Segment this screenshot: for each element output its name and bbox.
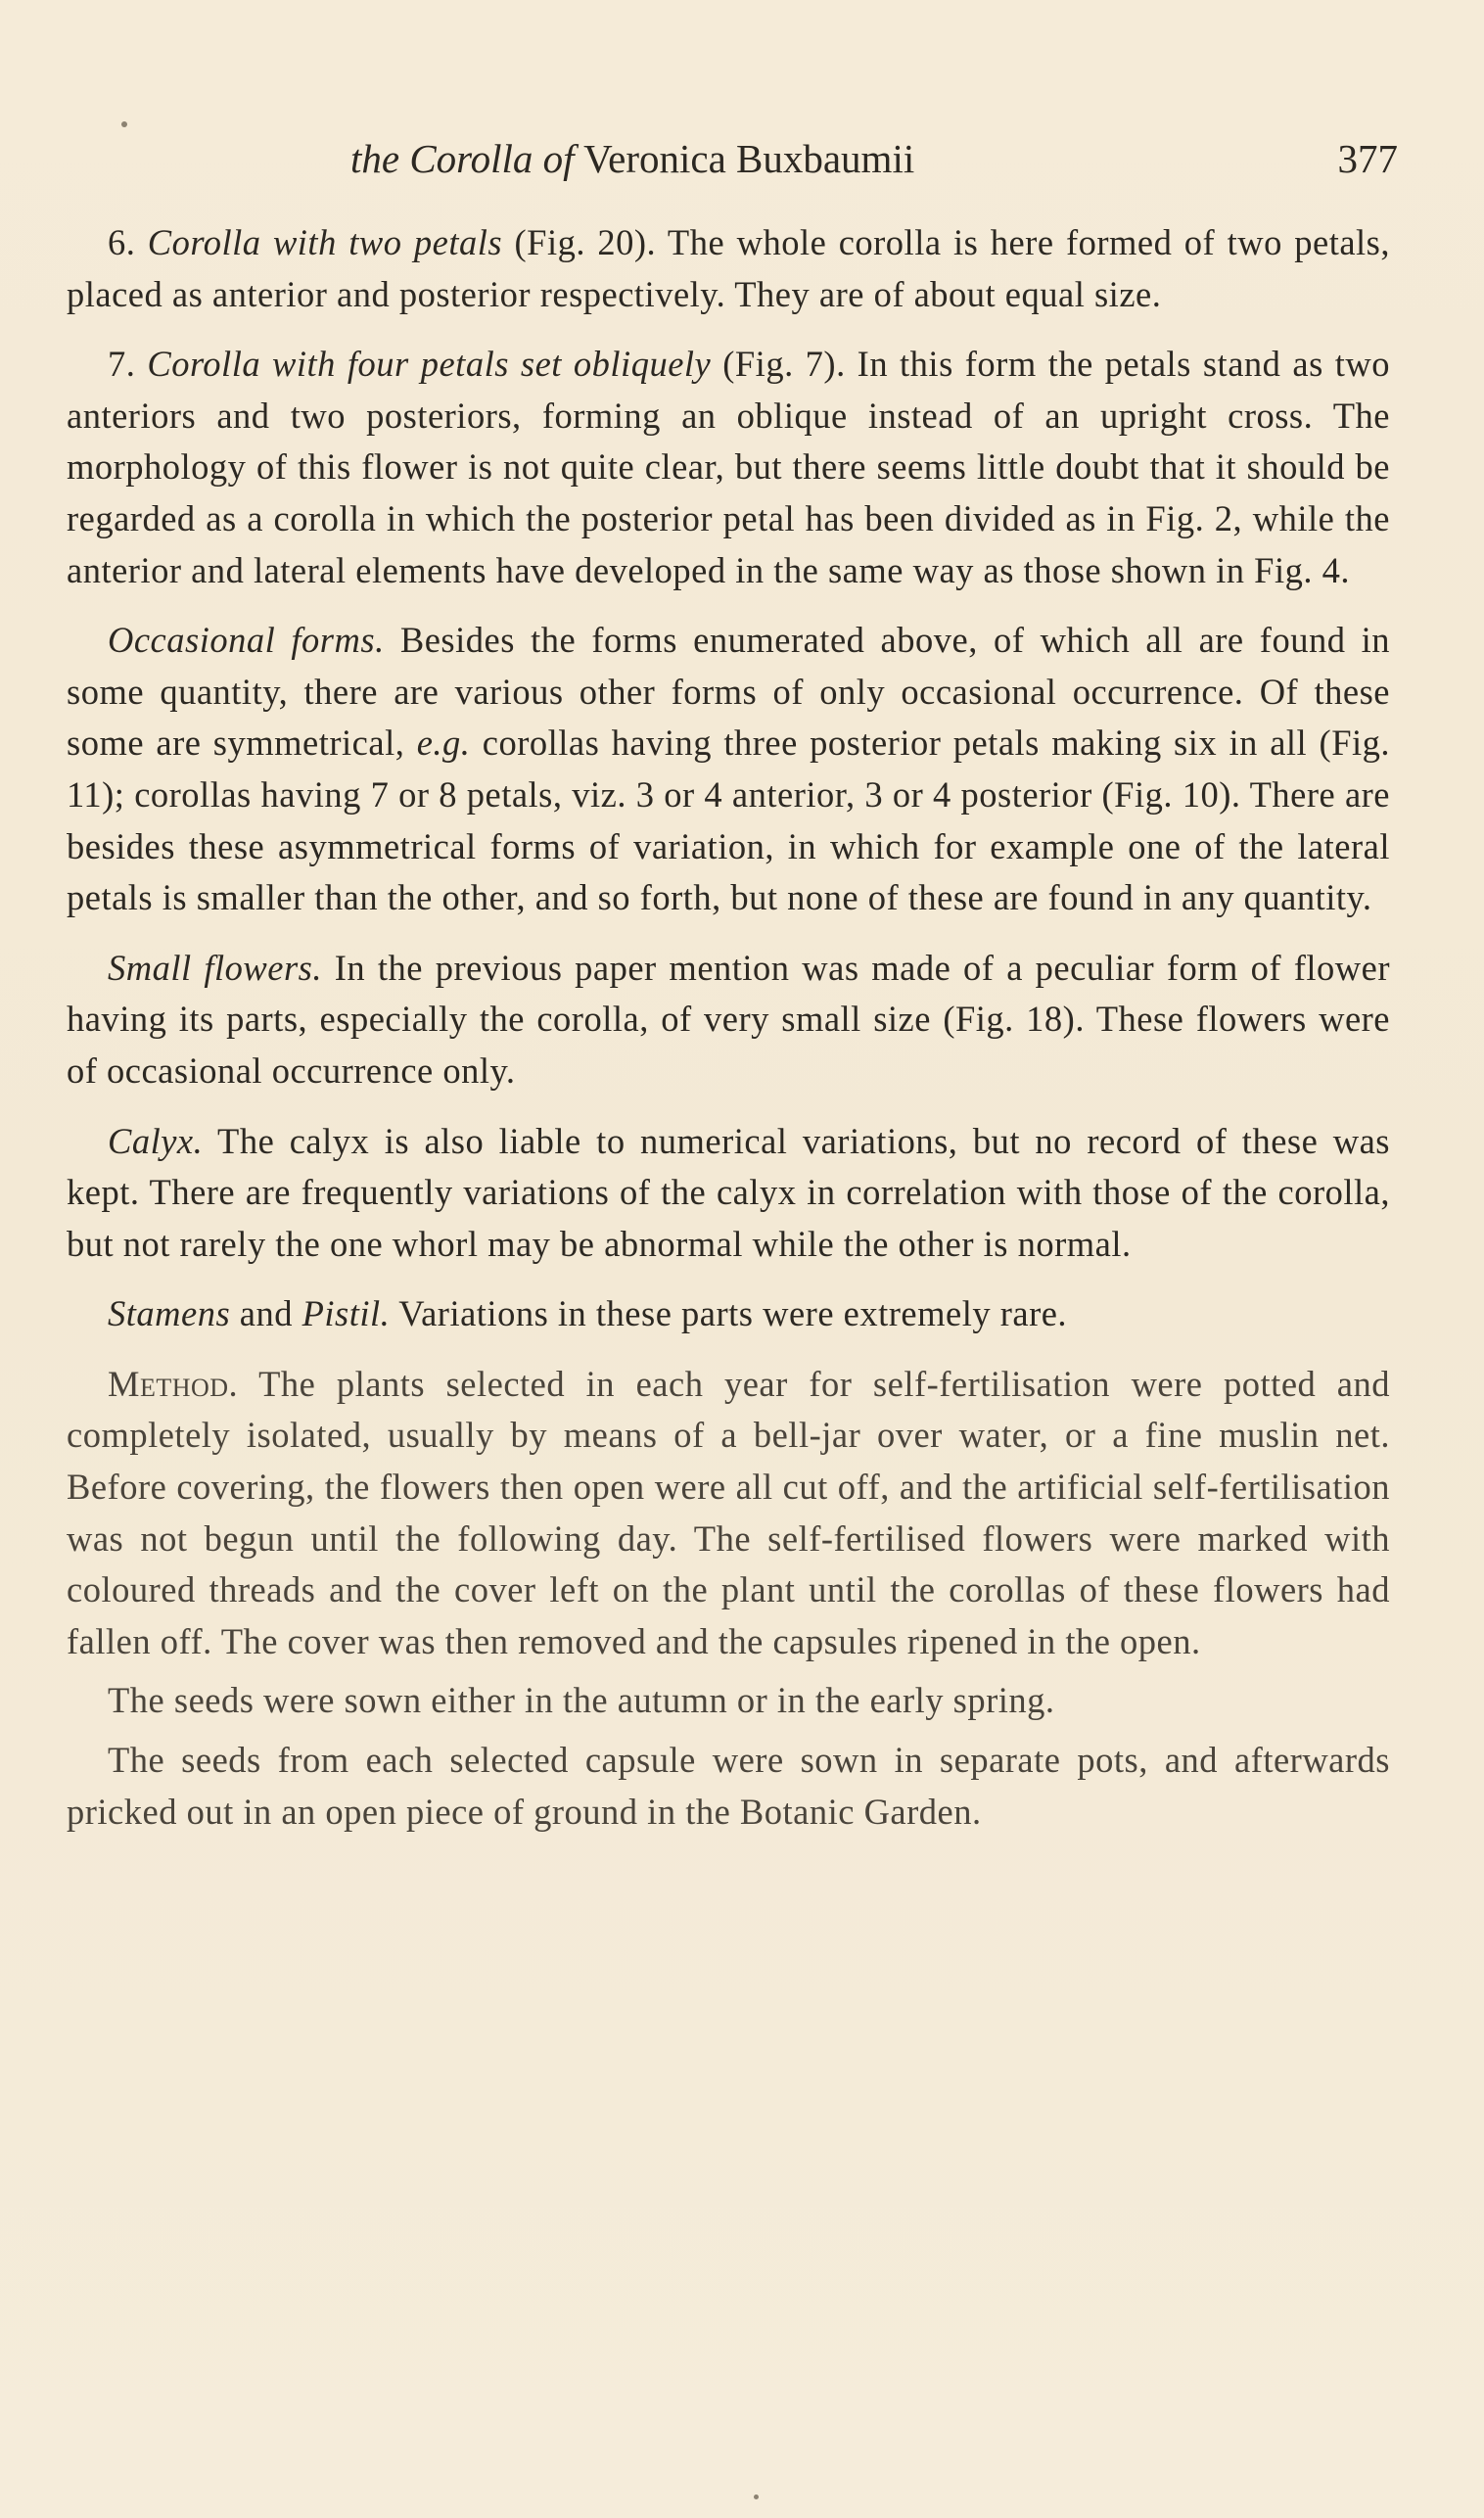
abbreviation-eg: e.g. bbox=[416, 723, 471, 764]
paragraph-text: The plants selected in each year for self-fertilisation were potted and completely isolated, usually by means of a bell-jar over water, or a fine muslin net. Before covering, the flowers then open were all cut off, and the artificial self-fertilisation was not begun until the following day. The self-fertilised flowers were marked with coloured threads and the cover left on the plant until the corollas of these flowers had fallen off. The cover was then removed and the capsules ripened in the open. bbox=[67, 1363, 1391, 1661]
paragraph-text: (Fig. 20). The whole corolla is here formed of two petals, placed as anterior and posterior respectively. They are of about equal size. bbox=[67, 222, 1391, 314]
paragraph-heading: Occasional forms. bbox=[108, 620, 385, 661]
paragraph-text: In the previous paper mention was made of a peculiar form of flower having its parts, especially the corolla, of very small size (Fig. 18). These flowers were of occasional occurrence only. bbox=[67, 947, 1390, 1091]
running-title-species: Veronica Buxbaumii bbox=[583, 136, 915, 181]
paragraph-heading-stamens: Stamens bbox=[108, 1293, 231, 1334]
paragraph-text: (Fig. 7). In this form the petals stand as two anteriors and two posteriors, forming an oblique instead of an upright cross. The morphology of this flower is not quite clear, but there seems little doubt that it should be regarded as a corolla in which the posterior petal has been divided as in Fig. 2, while the anterior and lateral elements have developed in the same way as those shown in Fig. 4. bbox=[67, 344, 1391, 590]
paragraph-heading-smallcaps: Method. bbox=[108, 1363, 239, 1404]
paragraph-calyx bbox=[67, 1116, 1390, 1271]
paragraph-method bbox=[67, 1359, 1390, 1668]
paragraph-text-continued: corollas having three posterior petals making six in all (Fig. 11); corollas having 7 or 8 petals, viz. 3 or 4 anterior, 3 or 4 posterior (Fig. 10). There are besides these asymmetrical forms of variation, in which for example one of the lateral petals is smaller than the other, and so forth, but none of these are found in any quantity. bbox=[67, 723, 1391, 918]
paragraph-text: The seeds from each selected capsule were sown in separate pots, and afterwards pricked out in an open piece of ground in the Botanic Garden. bbox=[67, 1740, 1390, 1832]
paragraph-small-flowers bbox=[67, 943, 1390, 1097]
paragraph-occasional-forms bbox=[67, 615, 1390, 924]
paragraph-seeds-pots bbox=[67, 1735, 1390, 1838]
paragraph-text: The calyx is also liable to numerical variations, but no record of these was kept. There are frequently variations of the calyx in correlation with those of the corolla, but not rarely the one whorl may be abnormal while the other is normal. bbox=[67, 1120, 1390, 1264]
paragraph-seeds-sown bbox=[67, 1675, 1390, 1727]
paragraph-heading: Small flowers. bbox=[108, 947, 322, 988]
paragraph-heading: Corolla with four petals set obliquely bbox=[147, 344, 712, 385]
paragraph-corolla-four-petals-oblique bbox=[67, 339, 1390, 596]
paragraph-conjunction: and bbox=[239, 1293, 293, 1334]
page-body bbox=[67, 217, 1390, 1845]
paper-speck-top bbox=[121, 121, 127, 127]
paragraph-number: 7. bbox=[108, 344, 136, 385]
paragraph-text: Besides the forms enumerated above, of which all are found in some quantity, there are various other forms of only occasional occurrence. Of these some are symmetrical, bbox=[67, 620, 1391, 764]
paragraph-corolla-two-petals bbox=[67, 217, 1390, 320]
running-header bbox=[67, 135, 1398, 194]
running-title bbox=[350, 135, 914, 182]
paragraph-heading-pistil: Pistil. bbox=[301, 1293, 391, 1334]
paragraph-number: 6. bbox=[108, 222, 136, 262]
paragraph-text: The seeds were sown either in the autumn or in the early spring. bbox=[108, 1680, 1055, 1721]
paragraph-text: Variations in these parts were extremely rare. bbox=[398, 1293, 1068, 1334]
page-number: 377 bbox=[1337, 136, 1398, 181]
paper-speck-bottom bbox=[754, 2495, 759, 2499]
paragraph-stamens-pistil bbox=[67, 1288, 1390, 1340]
paragraph-heading: Calyx. bbox=[108, 1120, 204, 1161]
paragraph-heading: Corolla with two petals bbox=[147, 222, 503, 262]
running-title-prefix: the Corolla of bbox=[350, 136, 575, 181]
